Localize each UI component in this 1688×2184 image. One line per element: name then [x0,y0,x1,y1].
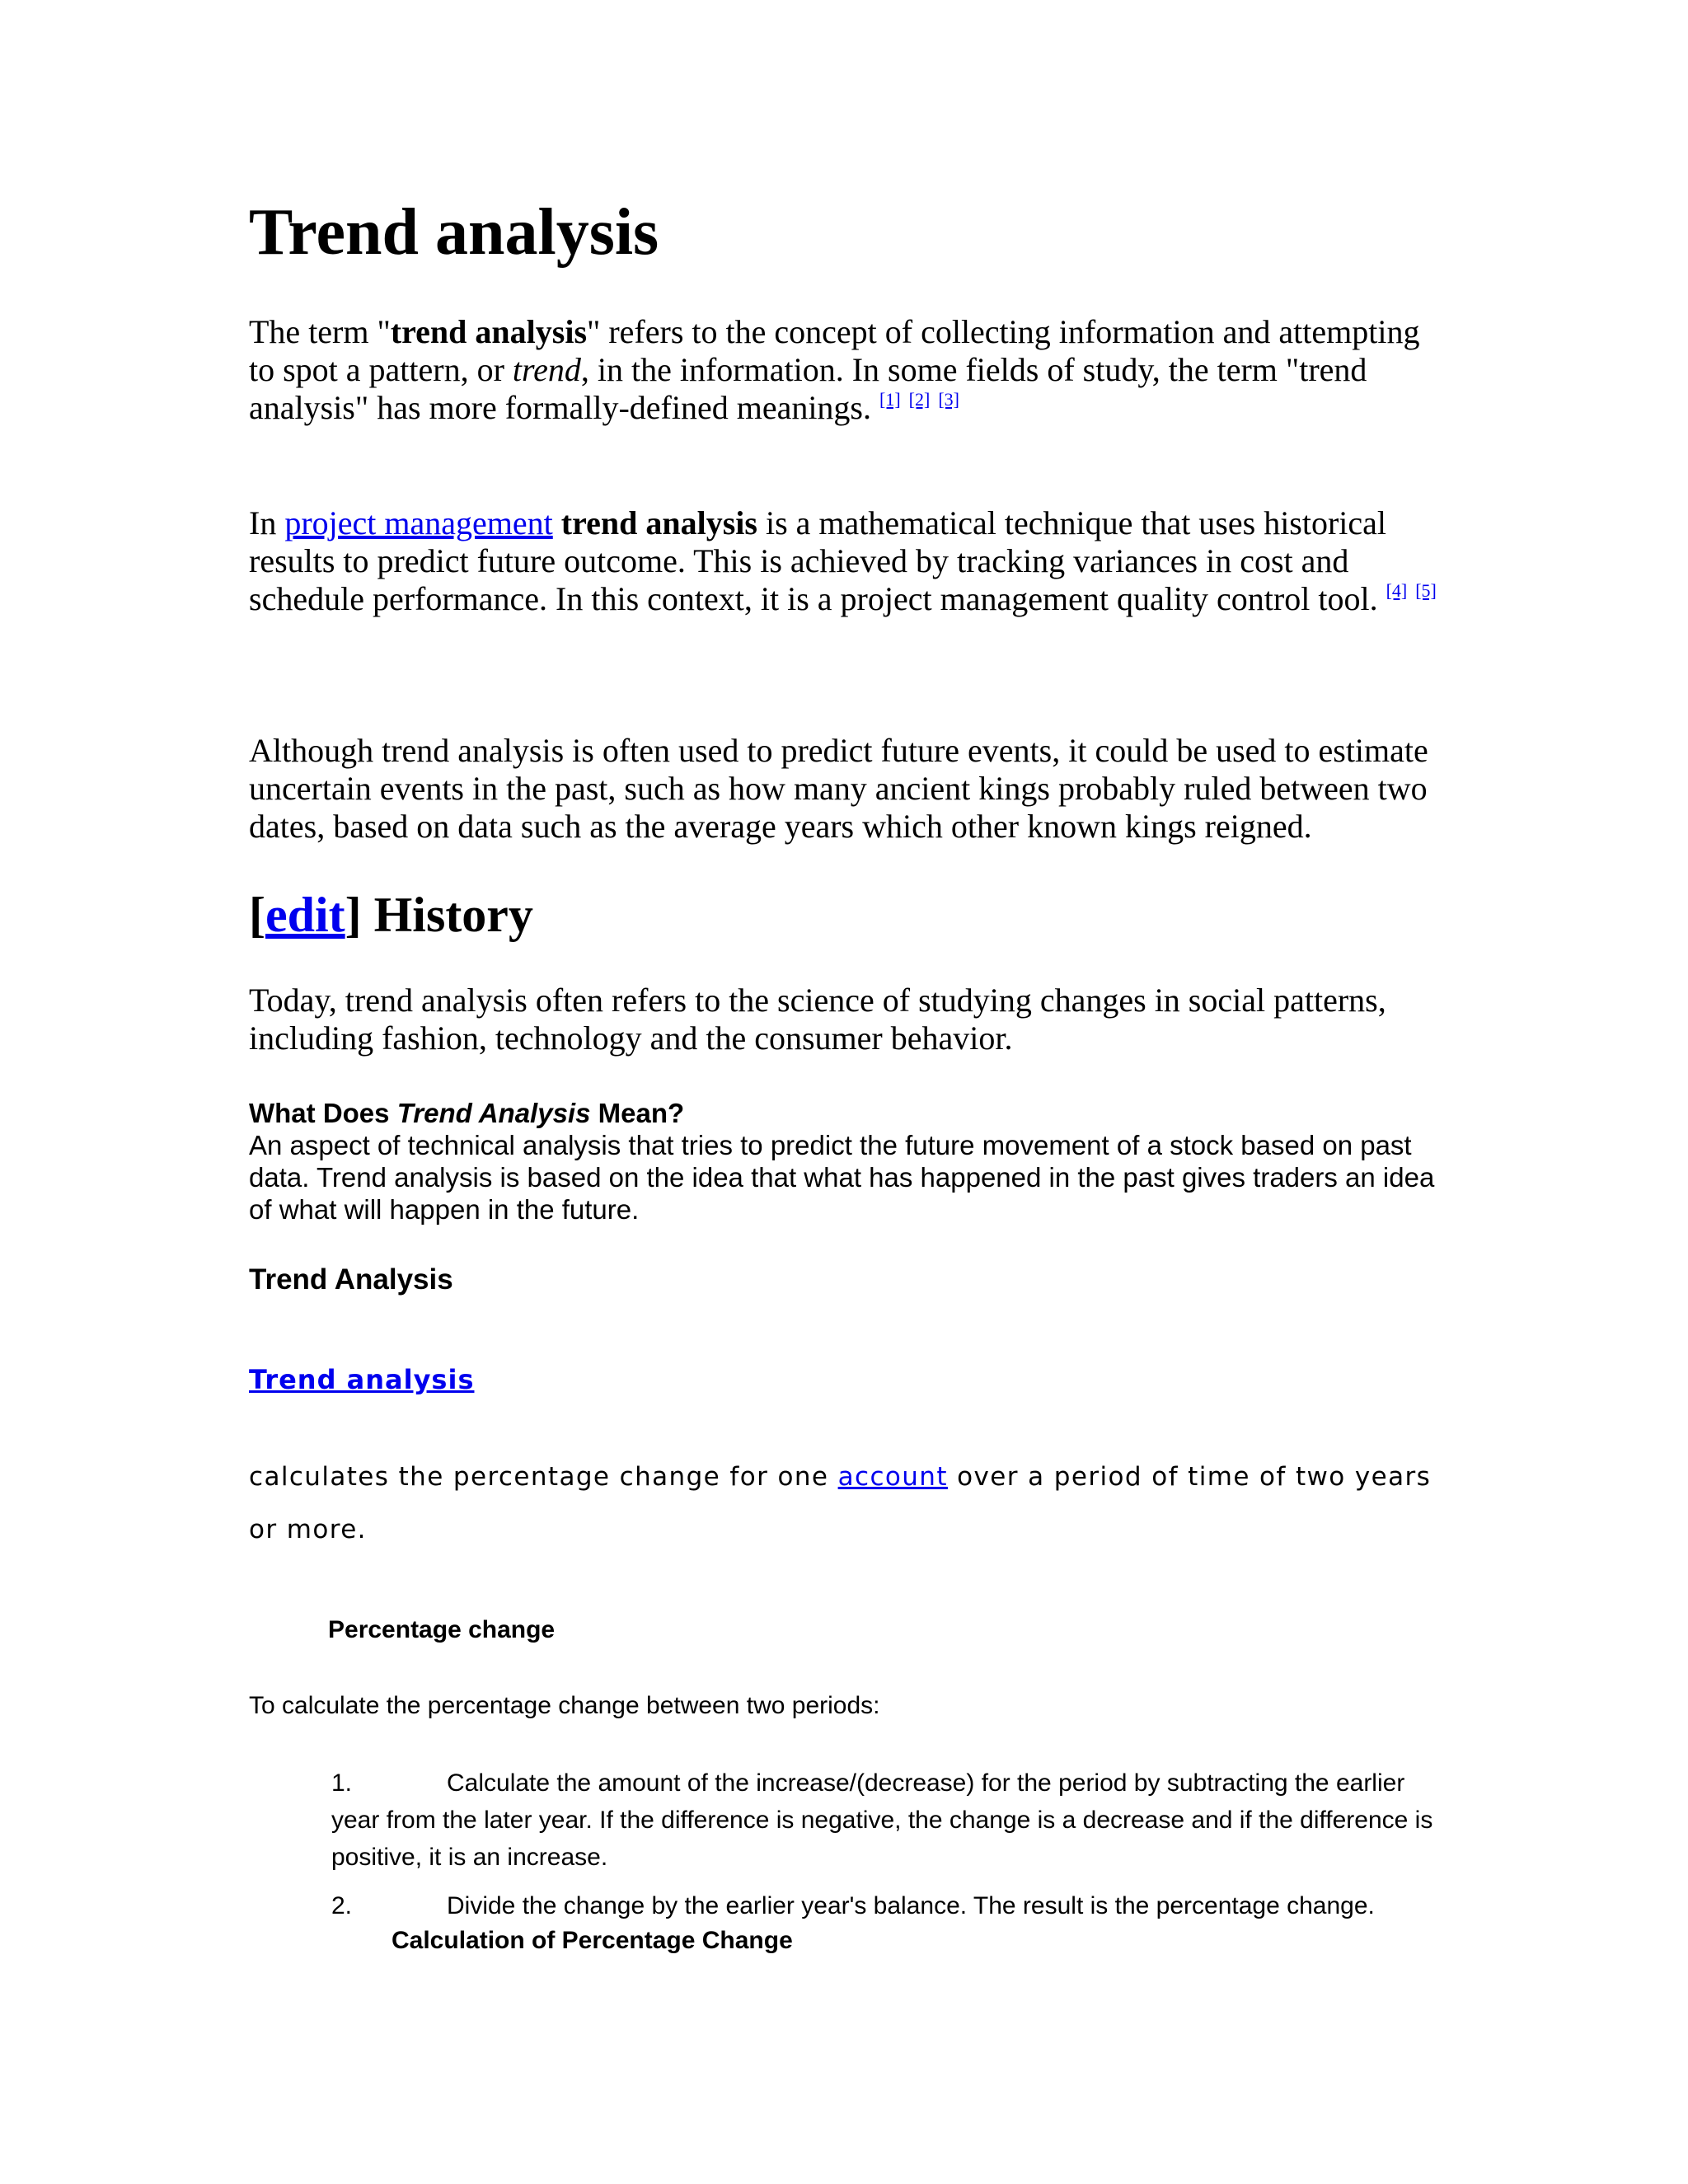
trend-analysis-heading: Trend Analysis [249,1263,453,1296]
reference-link-1[interactable]: [1] [879,389,901,410]
meaning-heading [249,1097,684,1129]
list-item-number: 1. [331,1769,353,1797]
intro-text-3: , in the information. In some fields of study, the term "trend analysis" has more formally-defined meanings. [249,351,1367,426]
project-bold-term: trend analysis [560,504,757,541]
project-management-paragraph [249,504,1452,618]
project-management-link[interactable]: project management [284,504,553,541]
list-item [331,1765,1452,1876]
list-item-number: 2. [331,1892,353,1919]
reference-link-2[interactable]: [2] [908,389,931,410]
edit-link[interactable]: edit [265,888,345,942]
history-heading [249,882,533,948]
calculation-intro: To calculate the percentage change between two periods: [249,1692,880,1719]
meaning-head-1: What Does [249,1098,397,1128]
past-events-paragraph: Although trend analysis is often used to predict future events, it could be used to estimate uncertain events in the past, such as how many ancient kings probably ruled between two dates, based on data such as the average years which other known kings reigned. [249,732,1428,845]
percentage-change-heading: Percentage change [328,1616,556,1643]
edit-bracket-close: ] [345,888,362,942]
trend-analysis-link[interactable]: Trend analysis [249,1364,475,1395]
meaning-head-2: Mean? [590,1098,685,1128]
intro-italic-trend: trend [512,351,581,388]
page-title: Trend analysis [249,196,659,269]
calculates-text-2: over a period of time of two years or more. [249,1462,1432,1544]
edit-bracket-open: [ [249,888,265,942]
project-text-1: In [249,504,285,541]
account-link[interactable]: account [837,1462,948,1492]
meaning-head-italic: Trend Analysis [396,1098,591,1128]
intro-text-2: " refers to the concept of collecting information and attempting to spot a pattern, or [249,313,1420,388]
intro-text-1: The term " [249,313,391,350]
history-heading-text: History [361,888,533,942]
reference-link-3[interactable]: [3] [938,389,959,410]
calculates-paragraph [249,1451,1452,1556]
project-text-2: is a mathematical technique that uses historical results to predict future outcome. This is achieved by tracking variances in cost and schedule performance. In this context, it is a project management quality control tool. [249,504,1387,617]
calculation-heading: Calculation of Percentage Change [392,1927,793,1954]
intro-bold-term: trend analysis [390,313,588,350]
list-item-text: Divide the change by the earlier year's balance. The result is the percentage change. [447,1892,1375,1919]
meaning-paragraph: An aspect of technical analysis that tries to predict the future movement of a stock based on past data. Trend analysis is based on the idea that what has happened in the past gives traders an idea of what will happen in the future. [249,1130,1435,1225]
reference-link-4[interactable]: [4] [1386,580,1408,601]
reference-link-5[interactable]: [5] [1415,580,1437,601]
list-item [331,1887,1452,1924]
history-paragraph: Today, trend analysis often refers to the science of studying changes in social patterns, including fashion, technology and the consumer behavior. [249,982,1386,1057]
list-item-text: Calculate the amount of the increase/(decrease) for the period by subtracting the earlier year from the later year. If the difference is negative, the change is a decrease and if the difference is positive, it is an increase. [331,1769,1433,1871]
calculates-text-1: calculates the percentage change for one [249,1462,838,1492]
intro-paragraph [249,313,1452,427]
